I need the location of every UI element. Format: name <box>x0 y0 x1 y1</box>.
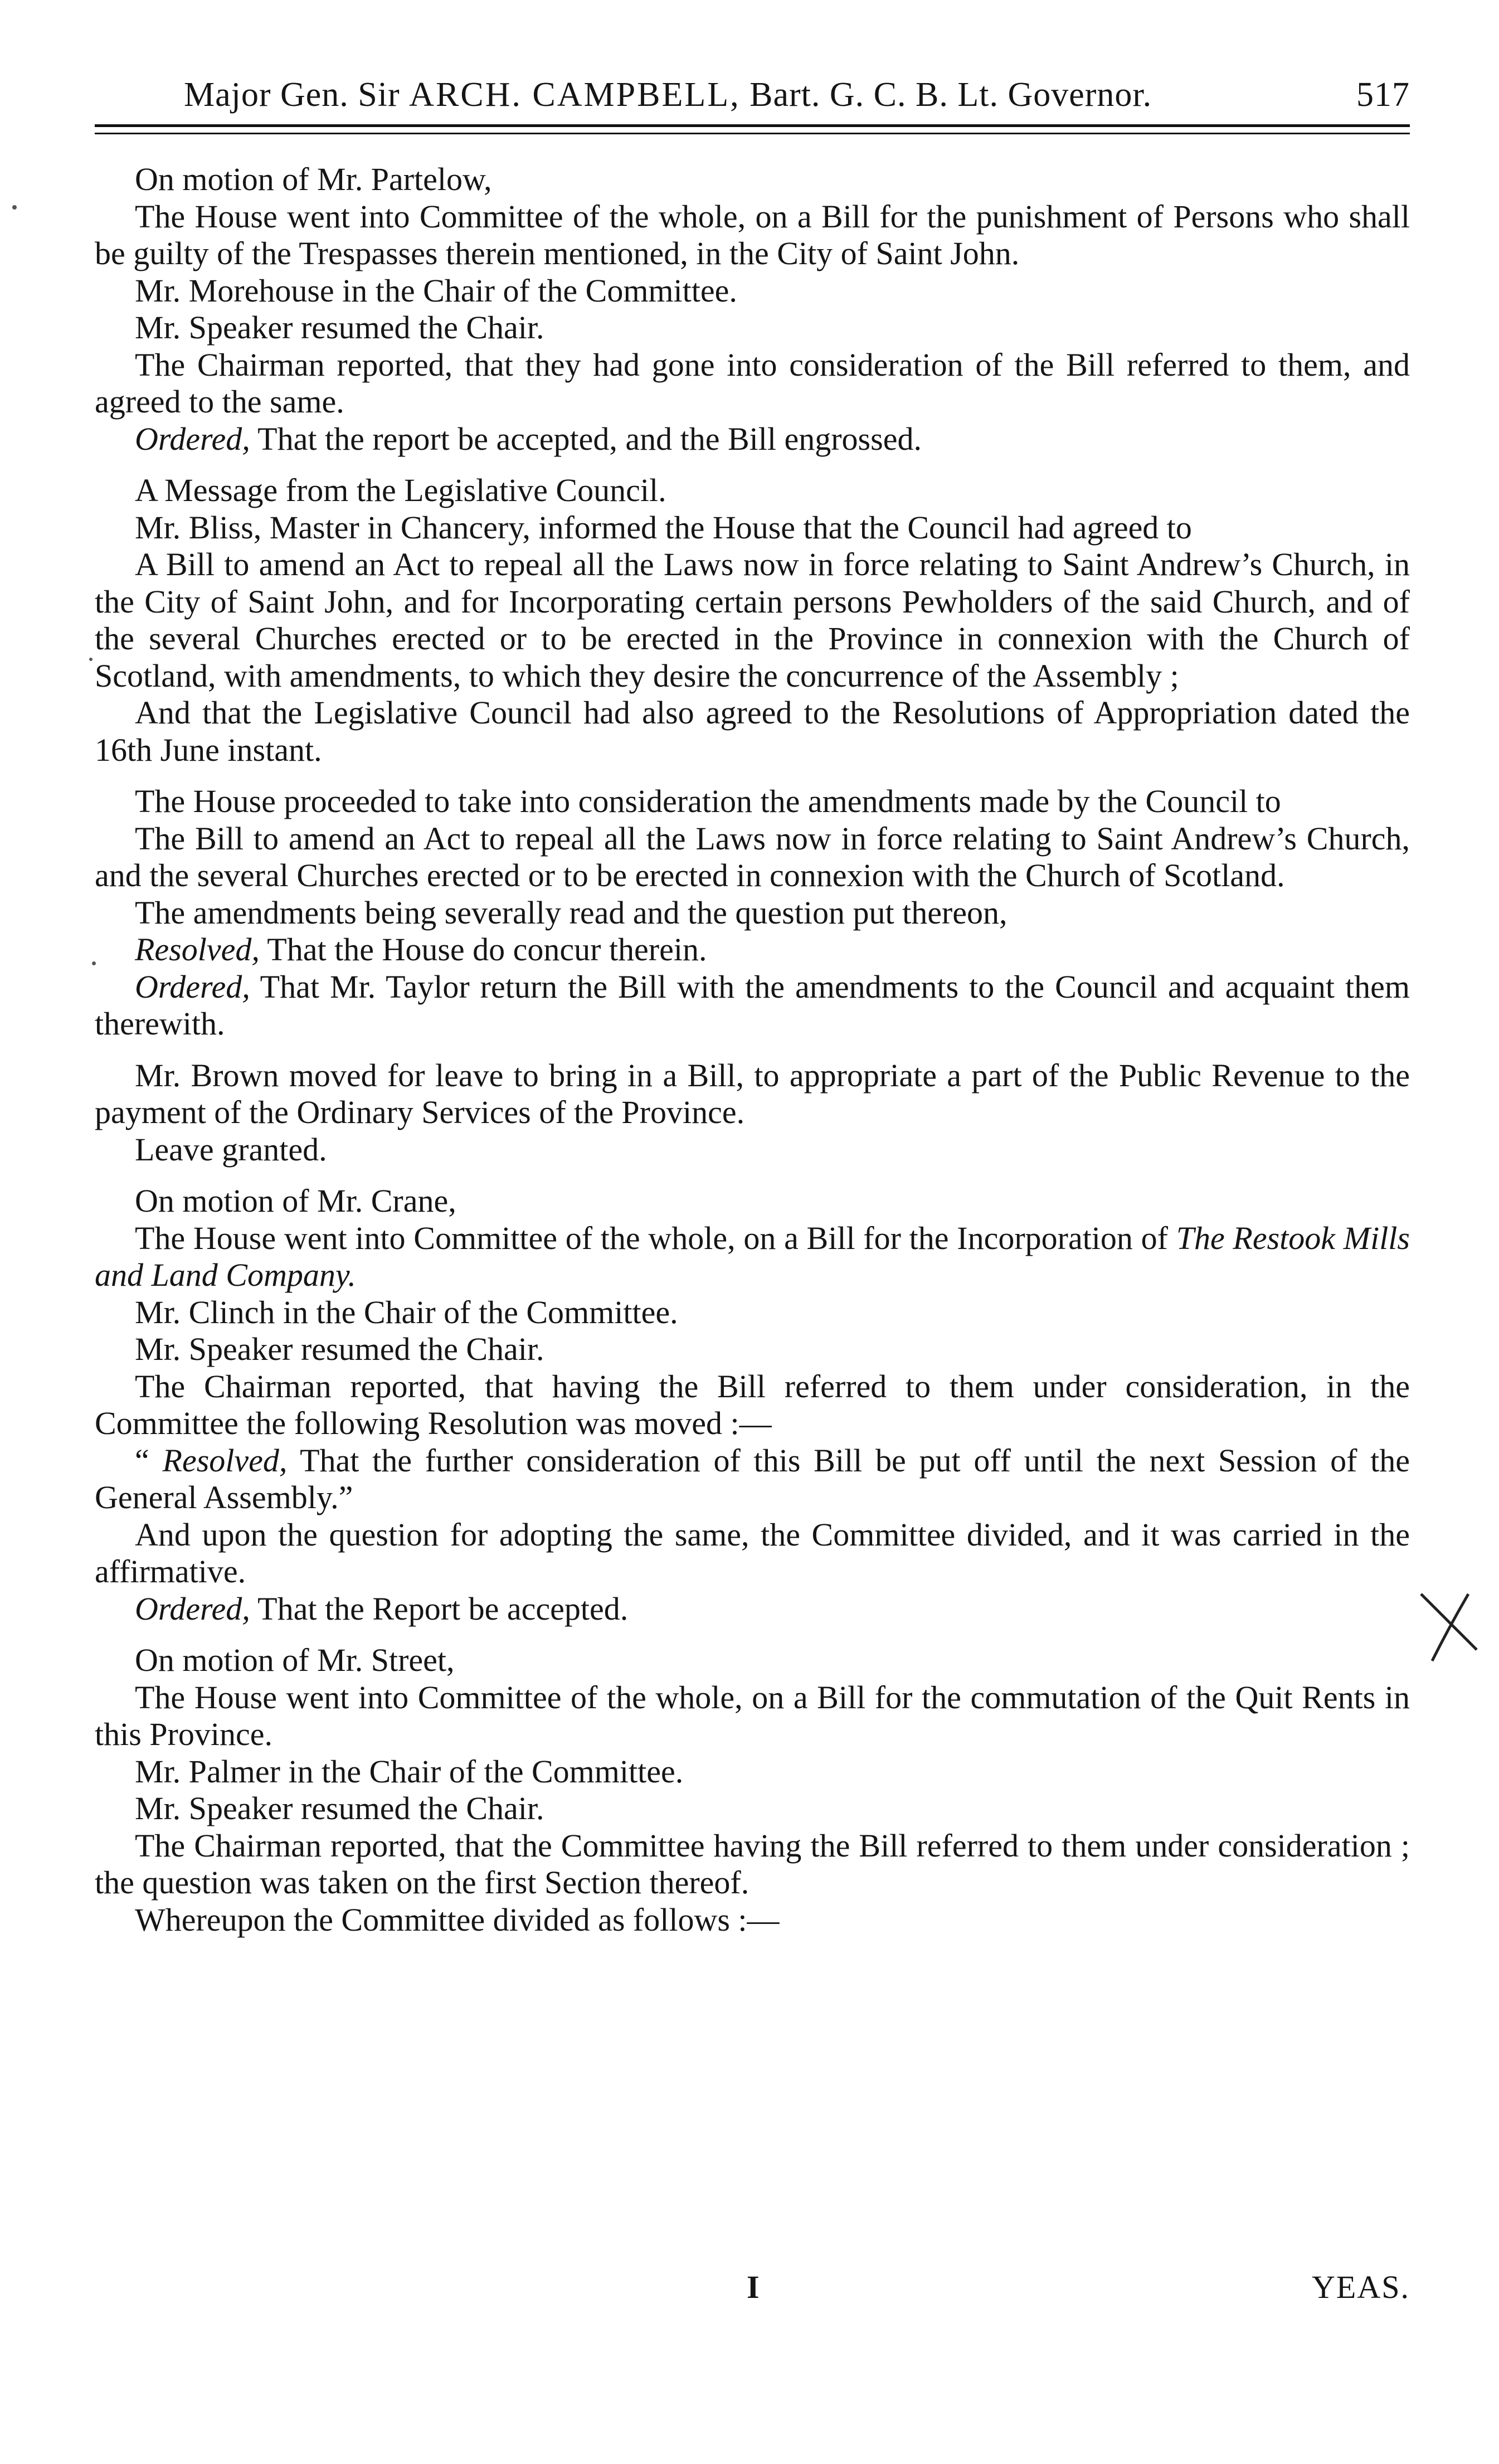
paragraph <box>95 472 1410 509</box>
paragraph <box>95 1828 1410 1902</box>
paragraph <box>95 1131 1410 1169</box>
paragraph <box>95 931 1410 969</box>
paragraph <box>95 198 1410 273</box>
paragraph-text: The Chairman reported, that they had gone into consideration of the Bill referred to them, and agreed to the same. <box>95 346 1410 420</box>
paragraph <box>95 1790 1410 1828</box>
paragraph-text: Mr. Morehouse in the Chair of the Committee. <box>135 272 737 309</box>
catchword: YEAS. <box>1312 2269 1410 2305</box>
paragraph-text: Mr. Bliss, Master in Chancery, informed the House that the Council had agreed to <box>135 509 1192 546</box>
paragraph <box>95 783 1410 820</box>
paragraph-lead: Ordered, <box>135 968 250 1005</box>
paragraph-text: Leave granted. <box>135 1131 327 1168</box>
paragraph <box>95 1368 1410 1442</box>
paragraph-lead: Resolved, <box>135 931 260 968</box>
paragraph <box>95 1902 1410 1939</box>
paragraph <box>95 694 1410 769</box>
signature-mark: I <box>747 2269 760 2305</box>
paragraph-lead: Ordered, <box>135 420 250 457</box>
page-number: 517 <box>1356 76 1410 114</box>
title-name: ARCH. CAMPBELL, <box>409 76 741 114</box>
paragraph-text: That the further consideration of this Bill be put off until the next Session of the General Assembly.” <box>95 1442 1410 1515</box>
open-quote: “ <box>135 1442 163 1479</box>
paper-speck <box>89 658 93 661</box>
paragraph-text: The Bill to amend an Act to repeal all the Laws now in force relating to Saint Andrew’s Church, and the several Churches erected or to be erected in connexion with the Church of Scotland. <box>95 820 1410 893</box>
paragraph-text: The Chairman reported, that having the Bill referred to them under consideration, in the Committee the following Resolution was moved :— <box>95 1368 1410 1441</box>
paragraph <box>95 895 1410 932</box>
page-footer <box>95 2268 1410 2313</box>
paragraph <box>95 509 1410 547</box>
paper-speck <box>12 205 17 210</box>
paragraph-text: On motion of Mr. Partelow, <box>135 161 492 197</box>
paragraph <box>95 1442 1410 1517</box>
paragraph <box>95 161 1410 198</box>
paragraph <box>95 1057 1410 1131</box>
margin-x-mark-icon <box>1415 1583 1482 1666</box>
paragraph-text: The House went into Committee of the whole, on a Bill for the punishment of Persons who shall be guilty of the Trespasses therein mentioned, in the City of Saint John. <box>95 198 1410 271</box>
paragraph <box>95 273 1410 310</box>
paragraph-text: The amendments being severally read and the question put thereon, <box>135 894 1008 931</box>
paragraph-lead: Ordered, <box>135 1590 250 1627</box>
paragraph-text: On motion of Mr. Street, <box>135 1642 455 1678</box>
document-page <box>95 70 1410 1938</box>
paragraph <box>95 421 1410 458</box>
paragraph <box>95 1591 1410 1628</box>
journal-text <box>95 161 1410 1938</box>
paragraph-text: The Chairman reported, that the Committee having the Bill referred to them under consideration ; the question was taken on the first Section thereof. <box>95 1827 1410 1901</box>
title-suffix: Bart. G. C. B. Lt. Governor. <box>750 76 1152 114</box>
paragraph-text: Mr. Clinch in the Chair of the Committee. <box>135 1294 678 1330</box>
paragraph-text: Mr. Palmer in the Chair of the Committee. <box>135 1753 684 1790</box>
paragraph <box>95 1331 1410 1368</box>
paragraph <box>95 1679 1410 1753</box>
paragraph-text: Mr. Speaker resumed the Chair. <box>135 1331 544 1367</box>
paragraph-text: Mr. Brown moved for leave to bring in a Bill, to appropriate a part of the Public Revenue to the payment of the Ordinary Services of the Province. <box>95 1057 1410 1130</box>
paragraph <box>95 1753 1410 1791</box>
paragraph <box>95 1294 1410 1331</box>
paragraph-text: And that the Legislative Council had also agreed to the Resolutions of Appropriation dated the 16th June instant. <box>95 694 1410 768</box>
paragraph <box>95 347 1410 421</box>
paragraph-text: The House went into Committee of the whole, on a Bill for the commutation of the Quit Rents in this Province. <box>95 1679 1410 1752</box>
paragraph-text: That the House do concur therein. <box>259 931 707 968</box>
title-prefix: Major Gen. Sir <box>184 76 400 114</box>
paragraph <box>95 969 1410 1043</box>
paragraph-text: That the report be accepted, and the Bill engrossed. <box>250 420 922 457</box>
paragraph <box>95 546 1410 694</box>
paragraph <box>95 309 1410 347</box>
paragraph <box>95 820 1410 895</box>
paragraph-text: A Bill to amend an Act to repeal all the Laws now in force relating to Saint Andrew’s Church, in the City of Saint John, and for Incorporating certain persons Pewholders of the said Church, and of the several Churches erected or to be erected in the Province in connexion with the Church of Scotland, with amendments, to which they desire the concurrence of the Assembly ; <box>95 546 1410 694</box>
paragraph-text: On motion of Mr. Crane, <box>135 1183 456 1219</box>
paragraph-text: And upon the question for adopting the same, the Committee divided, and it was carried in the affirmative. <box>95 1516 1410 1590</box>
paragraph-text: Mr. Speaker resumed the Chair. <box>135 1790 544 1826</box>
running-header <box>95 70 1410 120</box>
paragraph <box>95 1517 1410 1591</box>
paper-speck <box>92 961 96 965</box>
paragraph-text: That Mr. Taylor return the Bill with the amendments to the Council and acquaint them therewith. <box>95 968 1410 1042</box>
paragraph-text: The House proceeded to take into consideration the amendments made by the Council to <box>135 783 1281 819</box>
header-rule <box>95 124 1410 134</box>
paragraph-text: That the Report be accepted. <box>250 1590 629 1627</box>
paragraph-text: Whereupon the Committee divided as follows :— <box>135 1901 780 1938</box>
paragraph <box>95 1220 1410 1294</box>
paragraph-lead: Resolved, <box>162 1442 288 1479</box>
paragraph-text: The House went into Committee of the whole, on a Bill for the Incorporation of <box>135 1219 1176 1256</box>
paragraph <box>95 1642 1410 1679</box>
paragraph <box>95 1183 1410 1220</box>
running-title <box>184 75 1152 115</box>
paragraph-text: Mr. Speaker resumed the Chair. <box>135 309 544 346</box>
company-name: The Restook Mills and Land Company. <box>95 1219 1410 1293</box>
paragraph-text: A Message from the Legislative Council. <box>135 472 666 508</box>
